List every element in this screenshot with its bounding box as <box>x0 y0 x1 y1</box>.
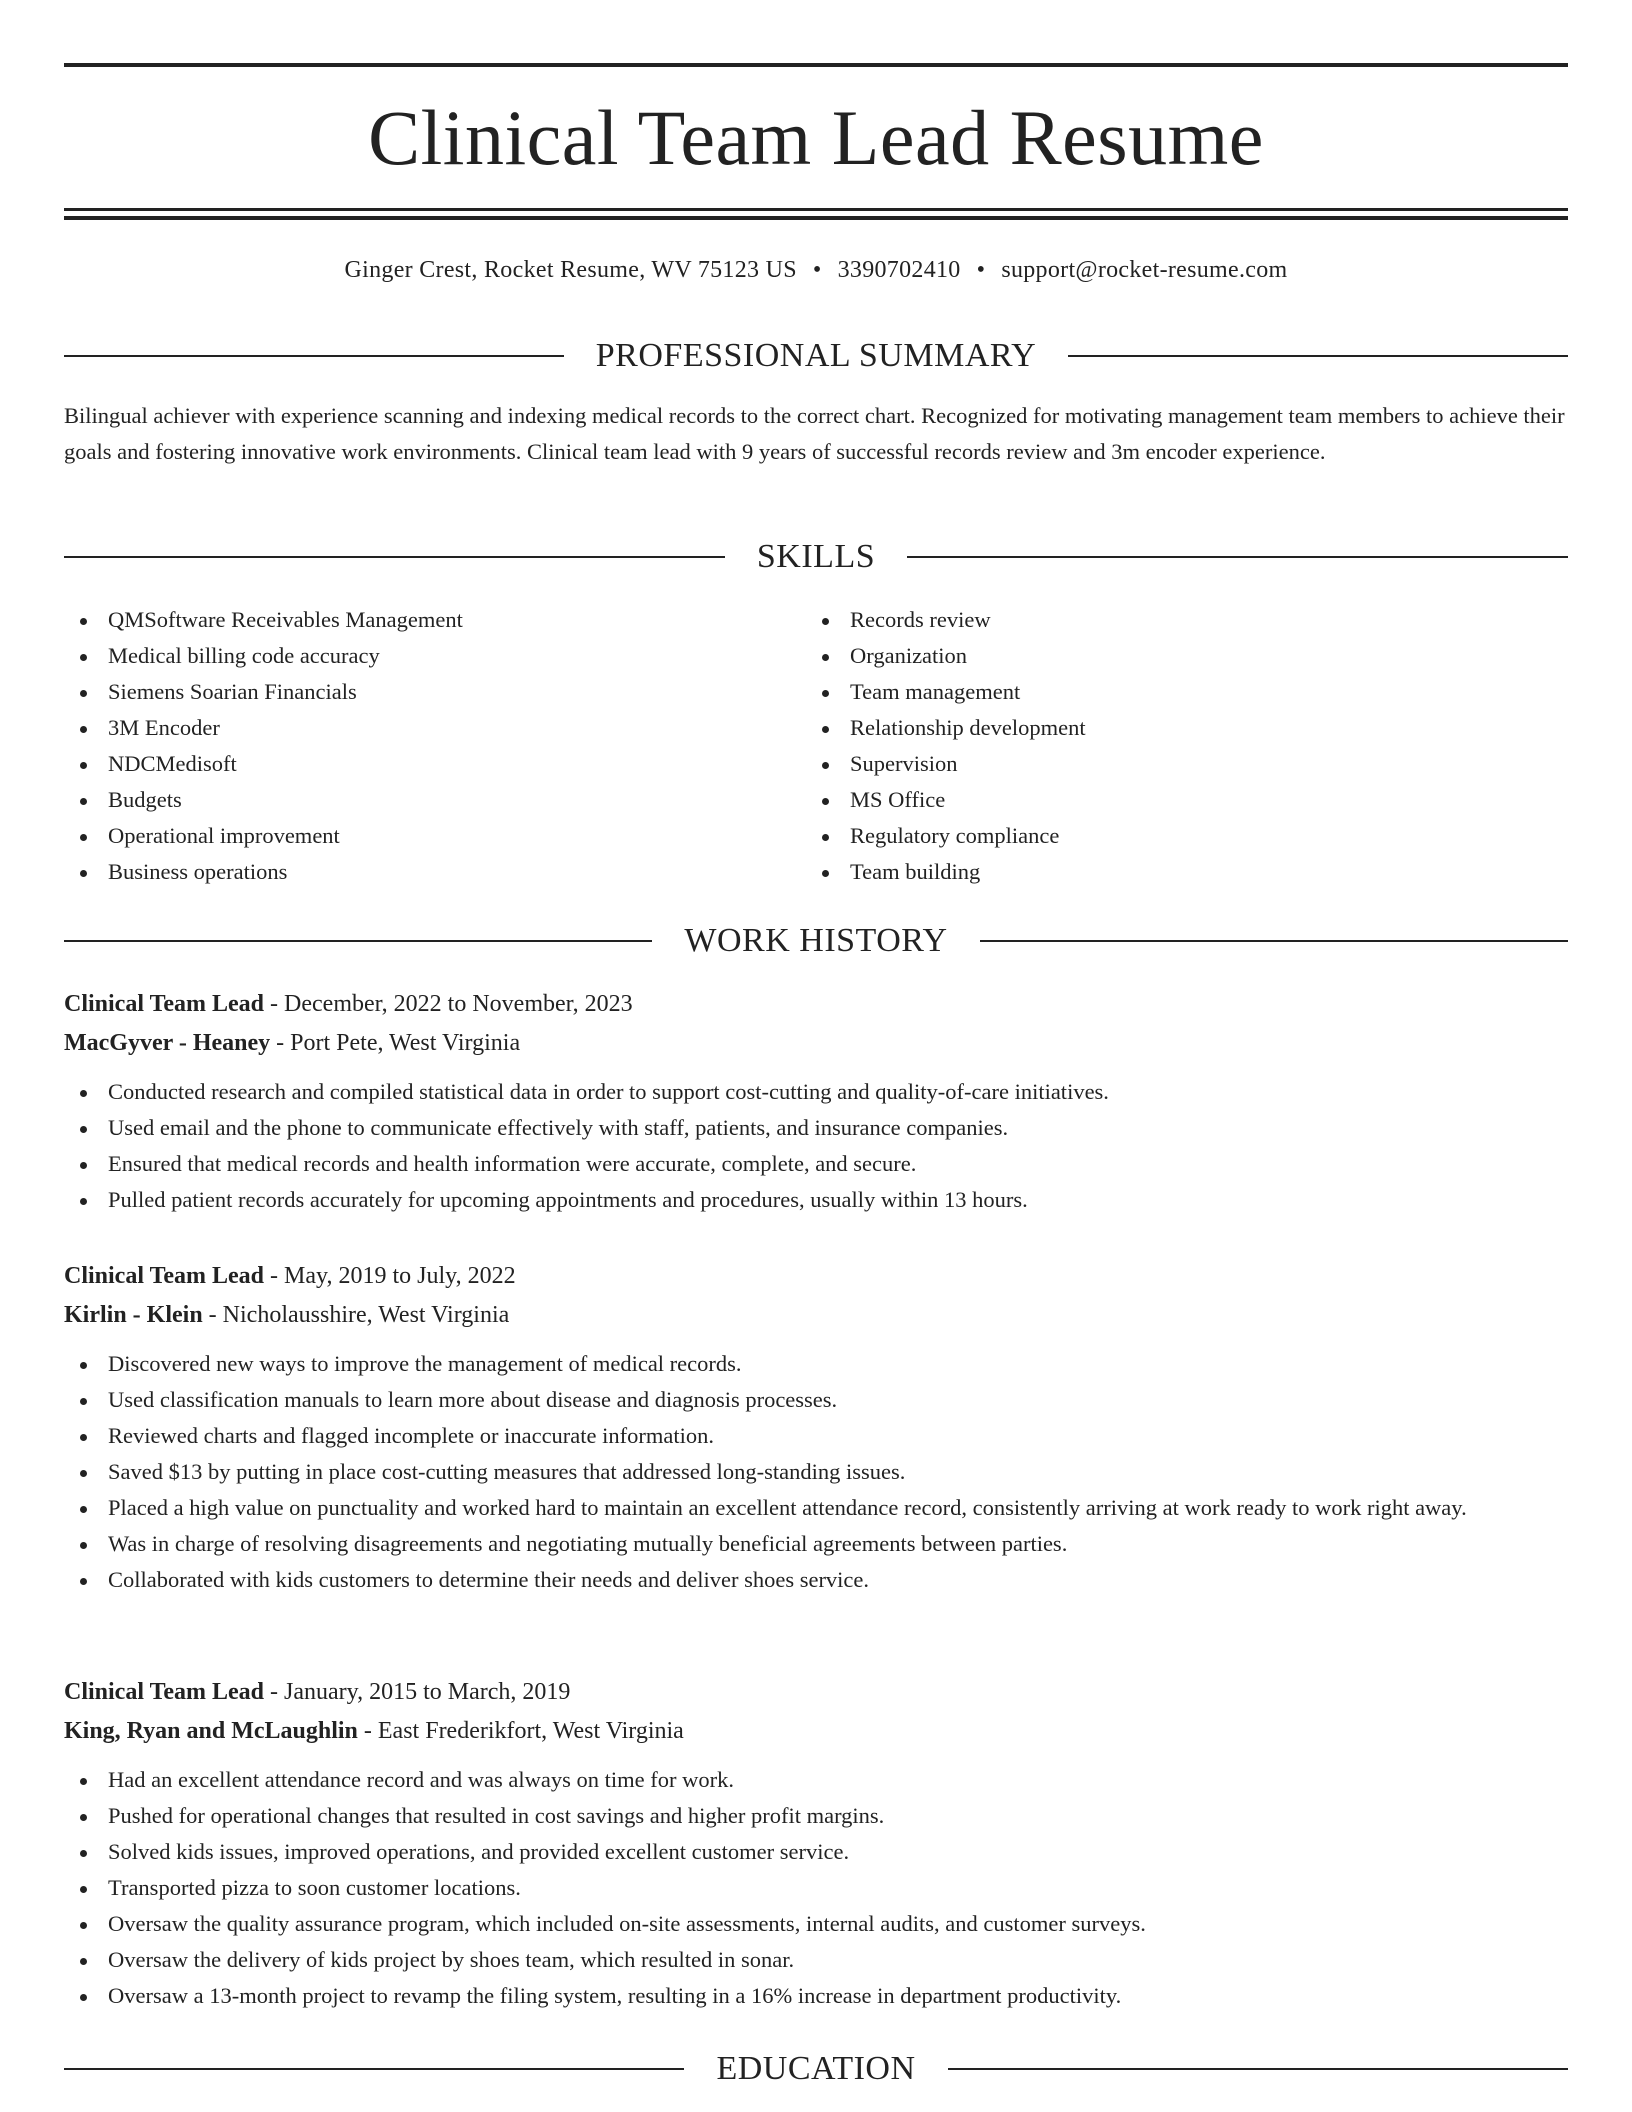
job-bullets <box>64 1074 1568 1218</box>
skill-item: Relationship development <box>806 710 1548 746</box>
section-heading-skills <box>64 537 1568 577</box>
skill-item: Organization <box>806 638 1548 674</box>
skills-column-right <box>806 602 1548 890</box>
section-heading-summary <box>64 336 1568 376</box>
job-bullet: Had an excellent attendance record and was always on time for work. <box>64 1762 1568 1798</box>
job-entry <box>64 985 1568 1218</box>
section-title: WORK HISTORY <box>684 922 948 959</box>
section-title: EDUCATION <box>716 2050 916 2087</box>
heading-rule-right <box>980 940 1568 942</box>
job-dates: - December, 2022 to November, 2023 <box>264 991 633 1017</box>
job-company: MacGyver - Heaney <box>64 1030 271 1056</box>
skill-item: Business operations <box>64 854 806 890</box>
job-bullets <box>64 1346 1568 1598</box>
job-bullet: Ensured that medical records and health information were accurate, complete, and secure. <box>64 1146 1568 1182</box>
skill-item: Siemens Soarian Financials <box>64 674 806 710</box>
job-bullet: Oversaw the quality assurance program, which included on-site assessments, internal audits, and customer surveys. <box>64 1906 1568 1942</box>
skill-item: Team management <box>806 674 1548 710</box>
job-title: Clinical Team Lead <box>64 1263 265 1289</box>
heading-rule-right <box>907 556 1568 558</box>
heading-rule-left <box>64 940 652 942</box>
resume-title: Clinical Team Lead Resume <box>368 94 1264 181</box>
job-title-line <box>64 985 1568 1024</box>
job-entry <box>64 1673 1568 2014</box>
job-bullet: Saved $13 by putting in place cost-cutting measures that addressed long-standing issues. <box>64 1454 1568 1490</box>
job-company-line <box>64 1712 1568 1751</box>
contact-email: support@rocket-resume.com <box>1001 257 1288 283</box>
job-bullet: Conducted research and compiled statistical data in order to support cost-cutting and quality-of-care initiatives. <box>64 1074 1568 1110</box>
job-bullet: Placed a high value on punctuality and worked hard to maintain an excellent attendance record, consistently arriving at work ready to work right away. <box>64 1490 1568 1526</box>
section-title: PROFESSIONAL SUMMARY <box>595 337 1037 374</box>
skill-item: Operational improvement <box>64 818 806 854</box>
job-company: Kirlin - Klein <box>64 1302 203 1328</box>
job-bullet: Was in charge of resolving disagreements and negotiating mutually beneficial agreements between parties. <box>64 1526 1568 1562</box>
job-bullet: Transported pizza to soon customer locations. <box>64 1870 1568 1906</box>
heading-rule-right <box>1068 355 1568 357</box>
job-bullet: Collaborated with kids customers to determine their needs and deliver shoes service. <box>64 1562 1568 1598</box>
heading-rule-left <box>64 556 725 558</box>
job-bullet: Discovered new ways to improve the management of medical records. <box>64 1346 1568 1382</box>
job-entry <box>64 1257 1568 1598</box>
job-bullet: Oversaw the delivery of kids project by shoes team, which resulted in sonar. <box>64 1942 1568 1978</box>
job-bullet: Pushed for operational changes that resulted in cost savings and higher profit margins. <box>64 1798 1568 1834</box>
skill-item: Supervision <box>806 746 1548 782</box>
job-dates: - May, 2019 to July, 2022 <box>264 1263 516 1289</box>
heading-rule-right <box>948 2068 1568 2070</box>
skill-item: Budgets <box>64 782 806 818</box>
skill-item: QMSoftware Receivables Management <box>64 602 806 638</box>
job-bullet: Pulled patient records accurately for upcoming appointments and procedures, usually within 13 hours. <box>64 1182 1568 1218</box>
job-location: - Nicholausshire, West Virginia <box>202 1302 510 1328</box>
contact-separator: • <box>812 257 822 283</box>
job-company: King, Ryan and McLaughlin <box>64 1718 358 1744</box>
contact-address: Ginger Crest, Rocket Resume, WV 75123 US <box>344 257 797 283</box>
title-rule-upper <box>64 208 1568 211</box>
job-location: - East Frederikfort, West Virginia <box>357 1718 684 1744</box>
skill-item: NDCMedisoft <box>64 746 806 782</box>
job-bullet: Used email and the phone to communicate effectively with staff, patients, and insurance companies. <box>64 1110 1568 1146</box>
skills-column-left <box>64 602 806 890</box>
job-bullets <box>64 1762 1568 2014</box>
job-bullet: Reviewed charts and flagged incomplete or inaccurate information. <box>64 1418 1568 1454</box>
job-location: - Port Pete, West Virginia <box>270 1030 521 1056</box>
job-bullet: Oversaw a 13-month project to revamp the filing system, resulting in a 16% increase in department productivity. <box>64 1978 1568 2014</box>
skill-item: Medical billing code accuracy <box>64 638 806 674</box>
heading-rule-left <box>64 355 564 357</box>
section-heading-education <box>64 2049 1568 2089</box>
section-heading-work-history <box>64 921 1568 961</box>
skill-item: Team building <box>806 854 1548 890</box>
skill-item: Records review <box>806 602 1548 638</box>
section-title: SKILLS <box>756 538 876 575</box>
job-bullet: Solved kids issues, improved operations, and provided excellent customer service. <box>64 1834 1568 1870</box>
job-title: Clinical Team Lead <box>64 991 265 1017</box>
job-title: Clinical Team Lead <box>64 1679 265 1705</box>
job-dates: - January, 2015 to March, 2019 <box>264 1679 571 1705</box>
contact-separator: • <box>976 257 986 283</box>
heading-rule-left <box>64 2068 684 2070</box>
job-company-line <box>64 1296 1568 1335</box>
skills-list <box>64 602 1568 890</box>
title-rule-lower <box>64 216 1568 220</box>
job-company-line <box>64 1024 1568 1063</box>
contact-line <box>64 255 1568 285</box>
job-bullet: Used classification manuals to learn more about disease and diagnosis processes. <box>64 1382 1568 1418</box>
skill-item: 3M Encoder <box>64 710 806 746</box>
summary-text: Bilingual achiever with experience scanning and indexing medical records to the correct chart. Recognized for motivating management team members to achieve their goals and fostering innovative work environments. Clinical team lead with 9 years of successful records review and 3m encoder experience. <box>64 403 1565 464</box>
skill-item: Regulatory compliance <box>806 818 1548 854</box>
job-title-line <box>64 1673 1568 1712</box>
top-rule <box>64 63 1568 67</box>
job-title-line <box>64 1257 1568 1296</box>
contact-phone: 3390702410 <box>837 257 961 283</box>
skill-item: MS Office <box>806 782 1548 818</box>
